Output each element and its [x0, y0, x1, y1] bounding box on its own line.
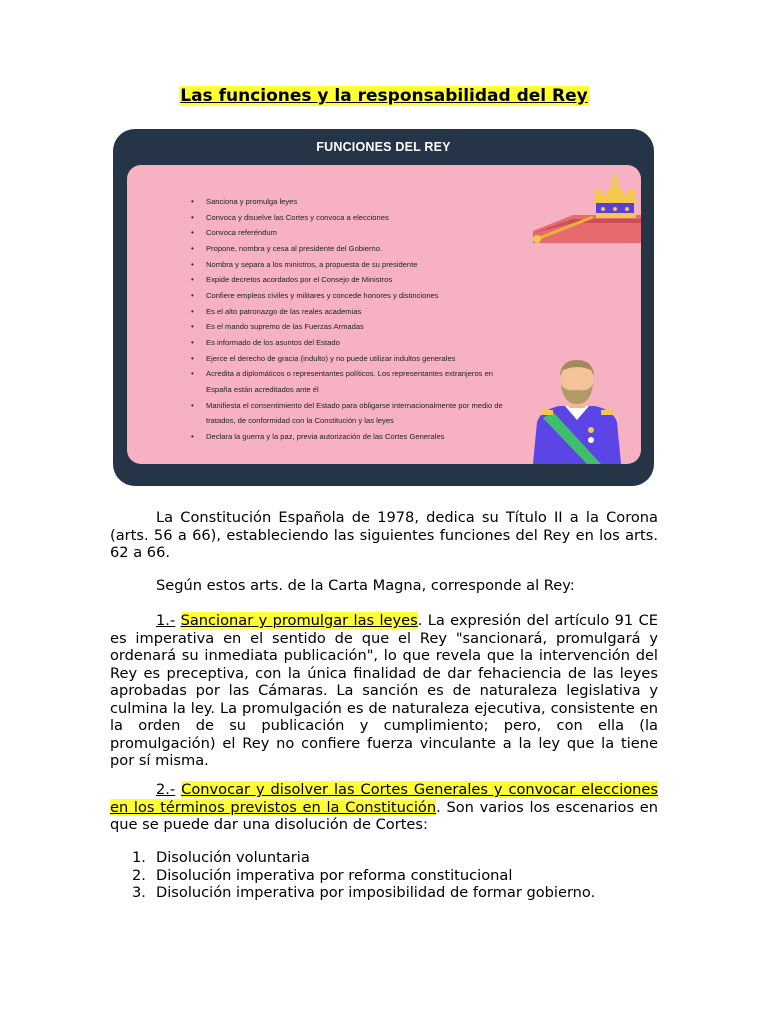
function-item: • Sanciona y promulga leyes	[189, 194, 519, 210]
function-item: • Convoca referéndum	[189, 225, 519, 241]
dissolution-item	[110, 849, 658, 867]
dissolution-list	[110, 849, 658, 902]
dissolution-number: 1.	[132, 849, 146, 866]
crown-scepter-illustration	[533, 173, 641, 243]
intro-paragraph	[110, 509, 658, 562]
dissolution-number: 3.	[132, 884, 146, 901]
function-1-paragraph	[110, 612, 658, 770]
infographic-panel	[127, 165, 641, 464]
intro-text: La Constitución Española de 1978, dedica su Título II a la Corona (arts. 56 a 66), estableciendo las siguientes funciones del Rey en los arts. 62 a 66.	[110, 509, 658, 561]
dissolution-text: Disolución imperativa por reforma constitucional	[156, 866, 513, 884]
funciones-infographic	[113, 129, 654, 486]
functions-list	[189, 194, 519, 445]
dissolution-item	[110, 867, 658, 885]
function-item: • Es el mando supremo de las Fuerzas Armadas	[189, 319, 519, 335]
segun-paragraph	[110, 577, 658, 595]
function-2-paragraph	[110, 781, 658, 834]
function-item: • Convoca y disuelve las Cortes y convoca a elecciones	[189, 210, 519, 226]
document-title-text: Las funciones y la responsabilidad del Rey	[180, 86, 588, 106]
function-item: • Propone, nombra y cesa al presidente del Gobierno.	[189, 241, 519, 257]
document-title	[0, 86, 768, 106]
function-item: • Acredita a diplomáticos o representantes políticos. Los representantes extranjeros en España están acreditados ante él	[189, 366, 519, 397]
function-item: • Confiere empleos civiles y militares y concede honores y distinciones	[189, 288, 519, 304]
segun-text: Según estos arts. de la Carta Magna, corresponde al Rey:	[156, 577, 575, 594]
dissolution-text: Disolución voluntaria	[156, 849, 310, 866]
dissolution-item	[110, 884, 658, 902]
function-item: • Ejerce el derecho de gracia (indulto) y no puede utilizar indultos generales	[189, 351, 519, 367]
dissolution-text: Disolución imperativa por imposibilidad de formar gobierno.	[156, 884, 596, 901]
function-item: • Declara la guerra y la paz, previa autorización de las Cortes Generales	[189, 429, 519, 445]
function-2-body: . Son varios los escenarios en que se puede dar una disolución de Cortes:	[110, 798, 658, 833]
function-2-number: 2.-	[156, 781, 176, 798]
function-1-number: 1.-	[156, 612, 176, 629]
function-item: • Nombra y separa a los ministros, a propuesta de su presidente	[189, 257, 519, 273]
function-2-heading: Convocar y disolver las Cortes Generales y convocar elecciones en los términos previstos en la Constitución	[110, 781, 659, 816]
function-1-body: . La expresión del artículo 91 CE es imperativa en el sentido de que el Rey "sancionará, promulgará y ordenará su inmediata publicación", lo que revela que la intervención del Rey es preceptiva, con la única finalidad de dar fehaciencia de las leyes aprobadas por las Cámaras. La sanción es de naturaleza legislativa y culmina la ley. La promulgación es de naturaleza ejecutiva, consistente en la orden de su publicación y cumplimiento; pero, con ella (la promulgación) el Rey no confiere fuerza vinculante a la ley que la tiene por sí misma.	[110, 612, 658, 769]
function-1-heading: Sancionar y promulgar las leyes	[180, 612, 418, 629]
king-illustration	[529, 358, 625, 464]
function-item: • Manifiesta el consentimiento del Estado para obligarse internacionalmente por medio de tratados, de conformidad con la Constitución y las leyes	[189, 398, 519, 429]
function-item: • Es informado de los asuntos del Estado	[189, 335, 519, 351]
function-item: • Expide decretos acordados por el Consejo de Ministros	[189, 272, 519, 288]
infographic-title: FUNCIONES DEL REY	[316, 140, 451, 154]
dissolution-number: 2.	[132, 866, 146, 884]
function-item: • Es el alto patronazgo de las reales academias	[189, 304, 519, 320]
